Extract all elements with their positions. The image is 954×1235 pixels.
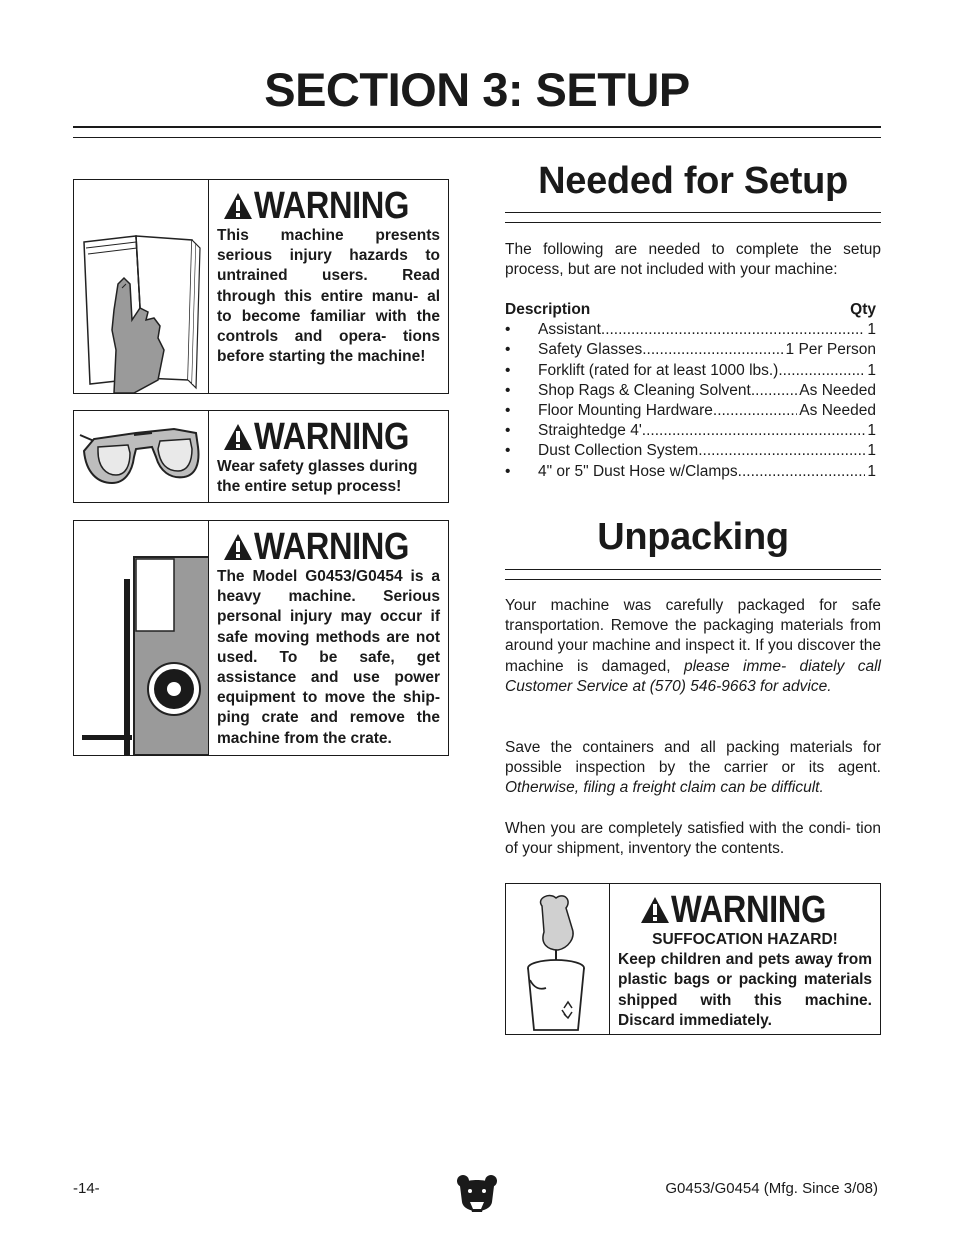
list-header	[505, 300, 876, 320]
list-item	[505, 381, 876, 401]
leader-dots	[738, 462, 866, 482]
heading-rule	[505, 579, 881, 580]
item-qty: 1	[867, 321, 876, 339]
warning-box-glasses	[73, 410, 449, 503]
title-rule-thin	[73, 137, 881, 138]
bullet: •	[505, 381, 511, 399]
unpacking-paragraph-1	[505, 596, 881, 697]
leader-dots	[778, 361, 865, 381]
item-qty: 1	[867, 462, 876, 480]
item-label: Floor Mounting Hardware	[538, 402, 713, 420]
leader-dots	[713, 401, 797, 421]
bullet: •	[505, 422, 511, 440]
warning-text: The Model G0453/G0454 is a heavy machine. Serious personal injury may occur if safe moving methods are not used. To be safe, get assistance and use power equipment to move the ship- ping crate and remove the machine from the crate.	[217, 568, 440, 747]
item-label: Safety Glasses	[538, 341, 643, 359]
list-item	[505, 441, 876, 461]
section-title: SECTION 3: SETUP	[264, 63, 690, 116]
bullet: •	[505, 402, 511, 420]
needed-list	[505, 300, 876, 482]
needed-intro: The following are needed to complete the setup process, but are not included with your machine:	[505, 241, 881, 279]
item-qty: 1	[867, 442, 876, 460]
col-description: Description	[505, 301, 591, 318]
item-qty: 1	[867, 361, 876, 379]
list-item	[505, 421, 876, 441]
bullet: •	[505, 321, 511, 339]
col-qty: Qty	[850, 301, 876, 318]
item-qty: 1 Per Person	[785, 341, 876, 359]
leader-dots	[601, 320, 865, 340]
item-qty: As Needed	[799, 402, 876, 420]
unpacking-section	[505, 516, 881, 559]
warning-box-manual	[73, 179, 449, 394]
p1-italic: please imme- diately call Customer Service at (570) 546-9663 for advice.	[505, 657, 881, 695]
warning-triangle-icon	[222, 532, 254, 562]
bullet: •	[505, 361, 511, 379]
p2-text: Save the containers and all packing materials for possible inspection by the carrier or its agent.	[505, 739, 881, 777]
bullet: •	[505, 341, 511, 359]
p1-text: Your machine was carefully packaged for safe transportation. Remove the packaging materials from around your machine and inspect it. If you discover the machine is damaged,	[505, 597, 881, 675]
warning-triangle-icon	[639, 895, 671, 925]
manual-reading-icon	[74, 180, 209, 393]
warning-text: Keep children and pets away from plastic bags or packing materials shipped with this machine. Discard immediately.	[618, 951, 872, 1029]
warning-header	[217, 186, 440, 226]
bullet: •	[505, 442, 511, 460]
leader-dots	[642, 421, 866, 441]
bullet: •	[505, 462, 511, 480]
list-item	[505, 340, 876, 360]
heading-rule	[505, 569, 881, 570]
heading-rule	[505, 212, 881, 213]
warning-text: Wear safety glasses during the entire setup process!	[217, 458, 418, 496]
list-item	[505, 320, 876, 340]
warning-word: WARNING	[254, 526, 410, 568]
warning-word: WARNING	[254, 416, 410, 458]
item-label: Forklift (rated for at least 1000 lbs.)	[538, 361, 779, 379]
warning-header	[618, 890, 872, 930]
warning-triangle-icon	[222, 191, 254, 221]
warning-box-suffocation	[505, 883, 881, 1035]
page-number: -14-	[73, 1180, 100, 1197]
needed-for-setup-section	[505, 160, 881, 203]
warning-word: WARNING	[254, 185, 410, 227]
unpacking-paragraph-2	[505, 738, 881, 799]
bear-logo	[456, 1172, 498, 1225]
safety-glasses-icon	[74, 411, 209, 502]
warning-header	[217, 527, 440, 567]
leader-dots	[642, 340, 783, 360]
title-rule-thick	[73, 126, 881, 128]
warning-title: SUFFOCATION HAZARD!	[652, 931, 838, 948]
heading-rule	[505, 222, 881, 223]
item-qty: 1	[867, 422, 876, 440]
model-info: G0453/G0454 (Mfg. Since 3/08)	[665, 1180, 878, 1197]
warning-text: This machine presents serious injury hazards to untrained users. Read through this entire manu- al to become familiar with the controls and opera- tions before starting the machine!	[217, 227, 440, 366]
warning-triangle-icon	[222, 422, 254, 452]
list-item	[505, 462, 876, 482]
needed-for-setup-heading: Needed for Setup	[538, 160, 848, 202]
item-label: 4" or 5" Dust Hose w/Clamps	[538, 462, 738, 480]
leader-dots	[698, 441, 865, 461]
item-qty: As Needed	[799, 381, 876, 399]
leader-dots	[751, 381, 797, 401]
p2-italic: Otherwise, filing a freight claim can be difficult.	[505, 779, 824, 797]
plastic-bag-trash-icon	[506, 884, 610, 1034]
warning-word: WARNING	[670, 889, 826, 931]
item-label: Shop Rags & Cleaning Solvent	[538, 381, 751, 399]
unpacking-heading: Unpacking	[597, 516, 789, 558]
warning-box-forklift	[73, 520, 449, 756]
forklift-icon	[74, 521, 209, 755]
unpacking-paragraph-3: When you are completely satisfied with the condi- tion of your shipment, inventory the contents.	[505, 820, 881, 858]
warning-header	[217, 417, 440, 457]
item-label: Straightedge 4'	[538, 422, 642, 440]
item-label: Assistant	[538, 321, 601, 339]
list-item	[505, 401, 876, 421]
item-label: Dust Collection System	[538, 442, 699, 460]
list-item	[505, 361, 876, 381]
